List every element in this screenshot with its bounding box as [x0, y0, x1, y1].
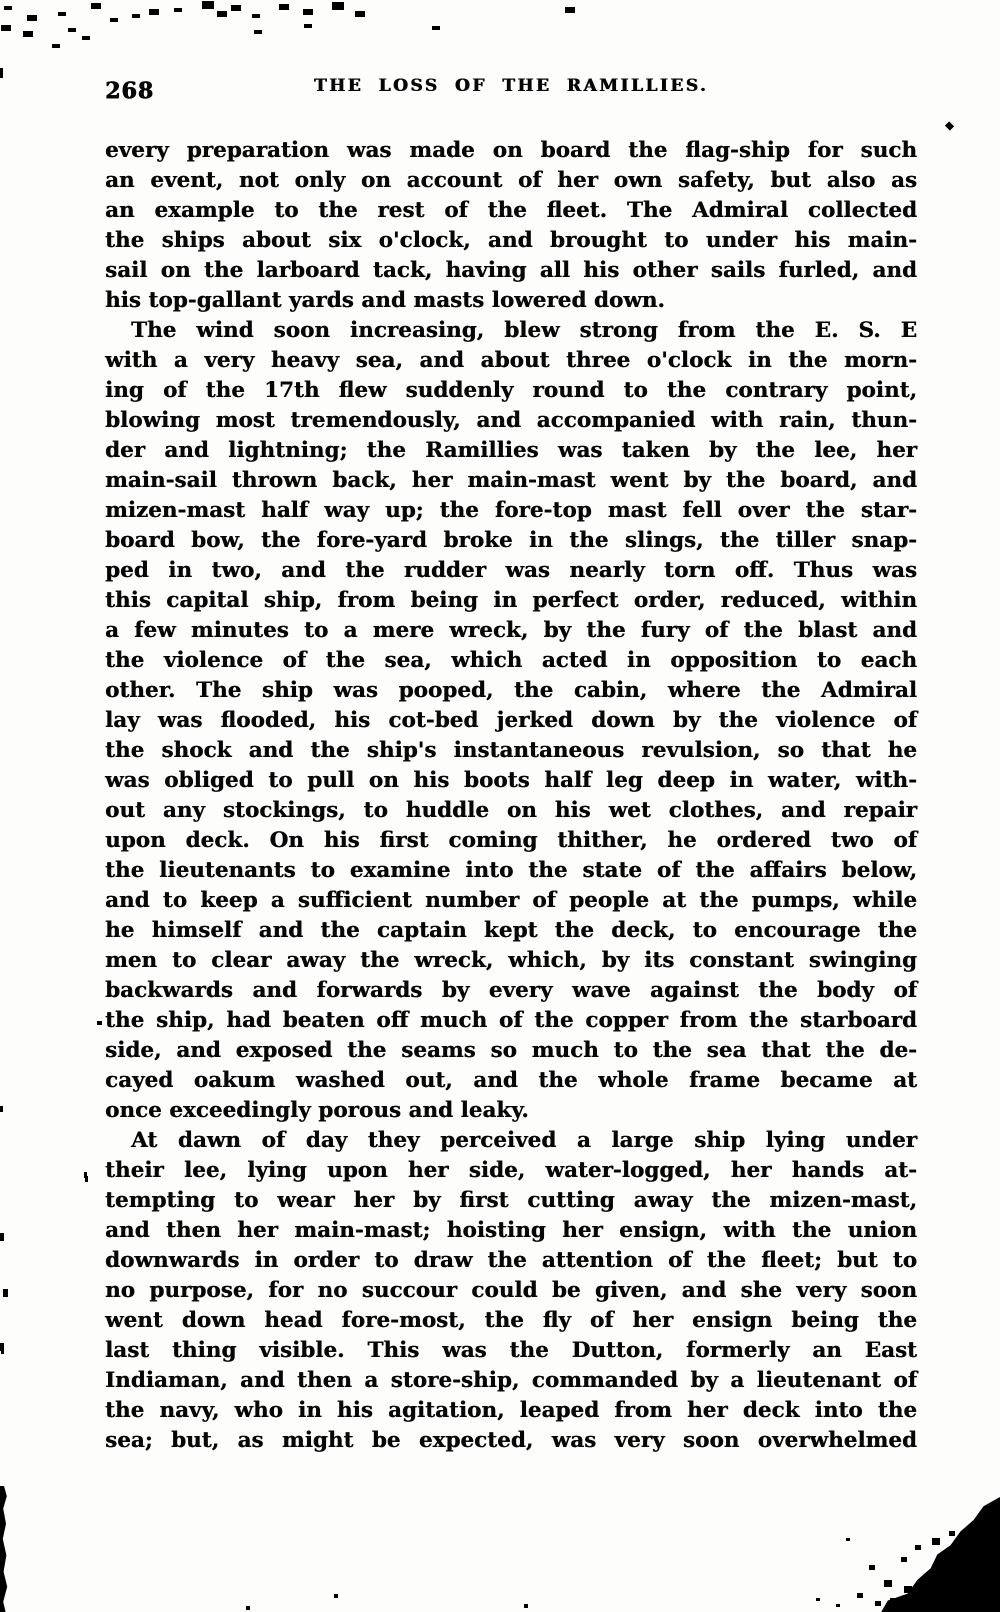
text-line: cayed oakum washed out, and the whole frame became at [105, 1068, 917, 1093]
page-header [105, 76, 917, 106]
text-line: went down head fore-most, the fly of her ensign being the [105, 1308, 917, 1333]
text-line: other. The ship was pooped, the cabin, where the Admiral [105, 678, 917, 703]
running-title: THE LOSS OF THE RAMILLIES. [313, 76, 709, 96]
page-number: 268 [105, 78, 154, 104]
text-line: the violence of the sea, which acted in opposition to each [105, 648, 917, 673]
text-line: der and lightning; the Ramillies was taken by the lee, her [105, 438, 917, 463]
text-line: no purpose, for no succour could be given, and she very soon [105, 1278, 917, 1303]
text-line: the navy, who in his agitation, leaped from her deck into the [105, 1398, 917, 1423]
text-line: an example to the rest of the fleet. The Admiral collected [105, 198, 917, 223]
text-line: downwards in order to draw the attention of the fleet; but to [105, 1248, 917, 1273]
text-line: every preparation was made on board the flag-ship for such [105, 138, 917, 163]
text-line: sail on the larboard tack, having all his other sails furled, and [105, 258, 917, 283]
text-line: the lieutenants to examine into the state of the affairs below, [105, 858, 917, 883]
text-line: side, and exposed the seams so much to the sea that the de- [105, 1038, 917, 1063]
text-line: men to clear away the wreck, which, by its constant swinging [105, 948, 917, 973]
text-line: this capital ship, from being in perfect order, reduced, within [105, 588, 917, 613]
scan-speck-header-right [945, 121, 954, 130]
text-line: tempting to wear her by first cutting away the mizen-mast, [105, 1188, 917, 1213]
text-line: the ships about six o'clock, and brought to under his main- [105, 228, 917, 253]
scan-blotch-specks [846, 1538, 850, 1541]
text-line: and to keep a sufficient number of people at the pumps, while [105, 888, 917, 913]
text-line: a few minutes to a mere wreck, by the fury of the blast and [105, 618, 917, 643]
scan-speck-line-start [97, 1021, 102, 1025]
text-line: sea; but, as might be expected, was very soon overwhelmed [105, 1428, 917, 1453]
text-line: blowing most tremendously, and accompanied with rain, thun- [105, 408, 917, 433]
scan-noise-top-left [4, 6, 12, 10]
scan-blotch-bottom-right [835, 1497, 1000, 1612]
scan-specks-left-margin [0, 1106, 3, 1112]
text-line: he himself and the captain kept the deck, to encourage the [105, 918, 917, 943]
text-line: board bow, the fore-yard broke in the slings, the tiller snap- [105, 528, 917, 553]
text-line: out any stockings, to huddle on his wet clothes, and repair [105, 798, 917, 823]
text-line: The wind soon increasing, blew strong from the E. S. E [131, 318, 917, 343]
text-line: the shock and the ship's instantaneous revulsion, so that he [105, 738, 917, 763]
scan-speck-left-edge [0, 68, 3, 78]
text-line: with a very heavy sea, and about three o'clock in the morn- [105, 348, 917, 373]
scan-streak-bottom-left [0, 1486, 8, 1612]
text-line: and then her main-mast; hoisting her ensign, with the union [105, 1218, 917, 1243]
text-line: the ship, had beaten off much of the copper from the starboard [105, 1008, 917, 1033]
text-line: Indiaman, and then a store-ship, commanded by a lieutenant of [105, 1368, 917, 1393]
text-line: ped in two, and the rudder was nearly torn off. Thus was [105, 558, 917, 583]
paragraph [105, 1126, 917, 1456]
text-line: last thing visible. This was the Dutton, formerly an East [105, 1338, 917, 1363]
text-line: main-sail thrown back, her main-mast went by the board, and [105, 468, 917, 493]
text-line: their lee, lying upon her side, water-logged, her hands at- [105, 1158, 917, 1183]
scan-specks-bottom [334, 1594, 338, 1598]
text-line: his top-gallant yards and masts lowered down. [105, 288, 665, 313]
text-line: At dawn of day they perceived a large ship lying under [131, 1128, 917, 1153]
text-line: mizen-mast half way up; the fore-top mast fell over the star- [105, 498, 917, 523]
text-line: backwards and forwards by every wave against the body of [105, 978, 917, 1003]
text-line: lay was flooded, his cot-bed jerked down by the violence of [105, 708, 917, 733]
text-line: once exceedingly porous and leaky. [105, 1098, 529, 1123]
paragraph [105, 316, 917, 1126]
page-text [105, 136, 917, 1456]
paragraph [105, 136, 917, 316]
text-line: an event, not only on account of her own safety, but also as [105, 168, 917, 193]
text-line: ing of the 17th flew suddenly round to the contrary point, [105, 378, 917, 403]
text-line: upon deck. On his first coming thither, he ordered two of [105, 828, 917, 853]
text-line: was obliged to pull on his boots half leg deep in water, with- [105, 768, 917, 793]
